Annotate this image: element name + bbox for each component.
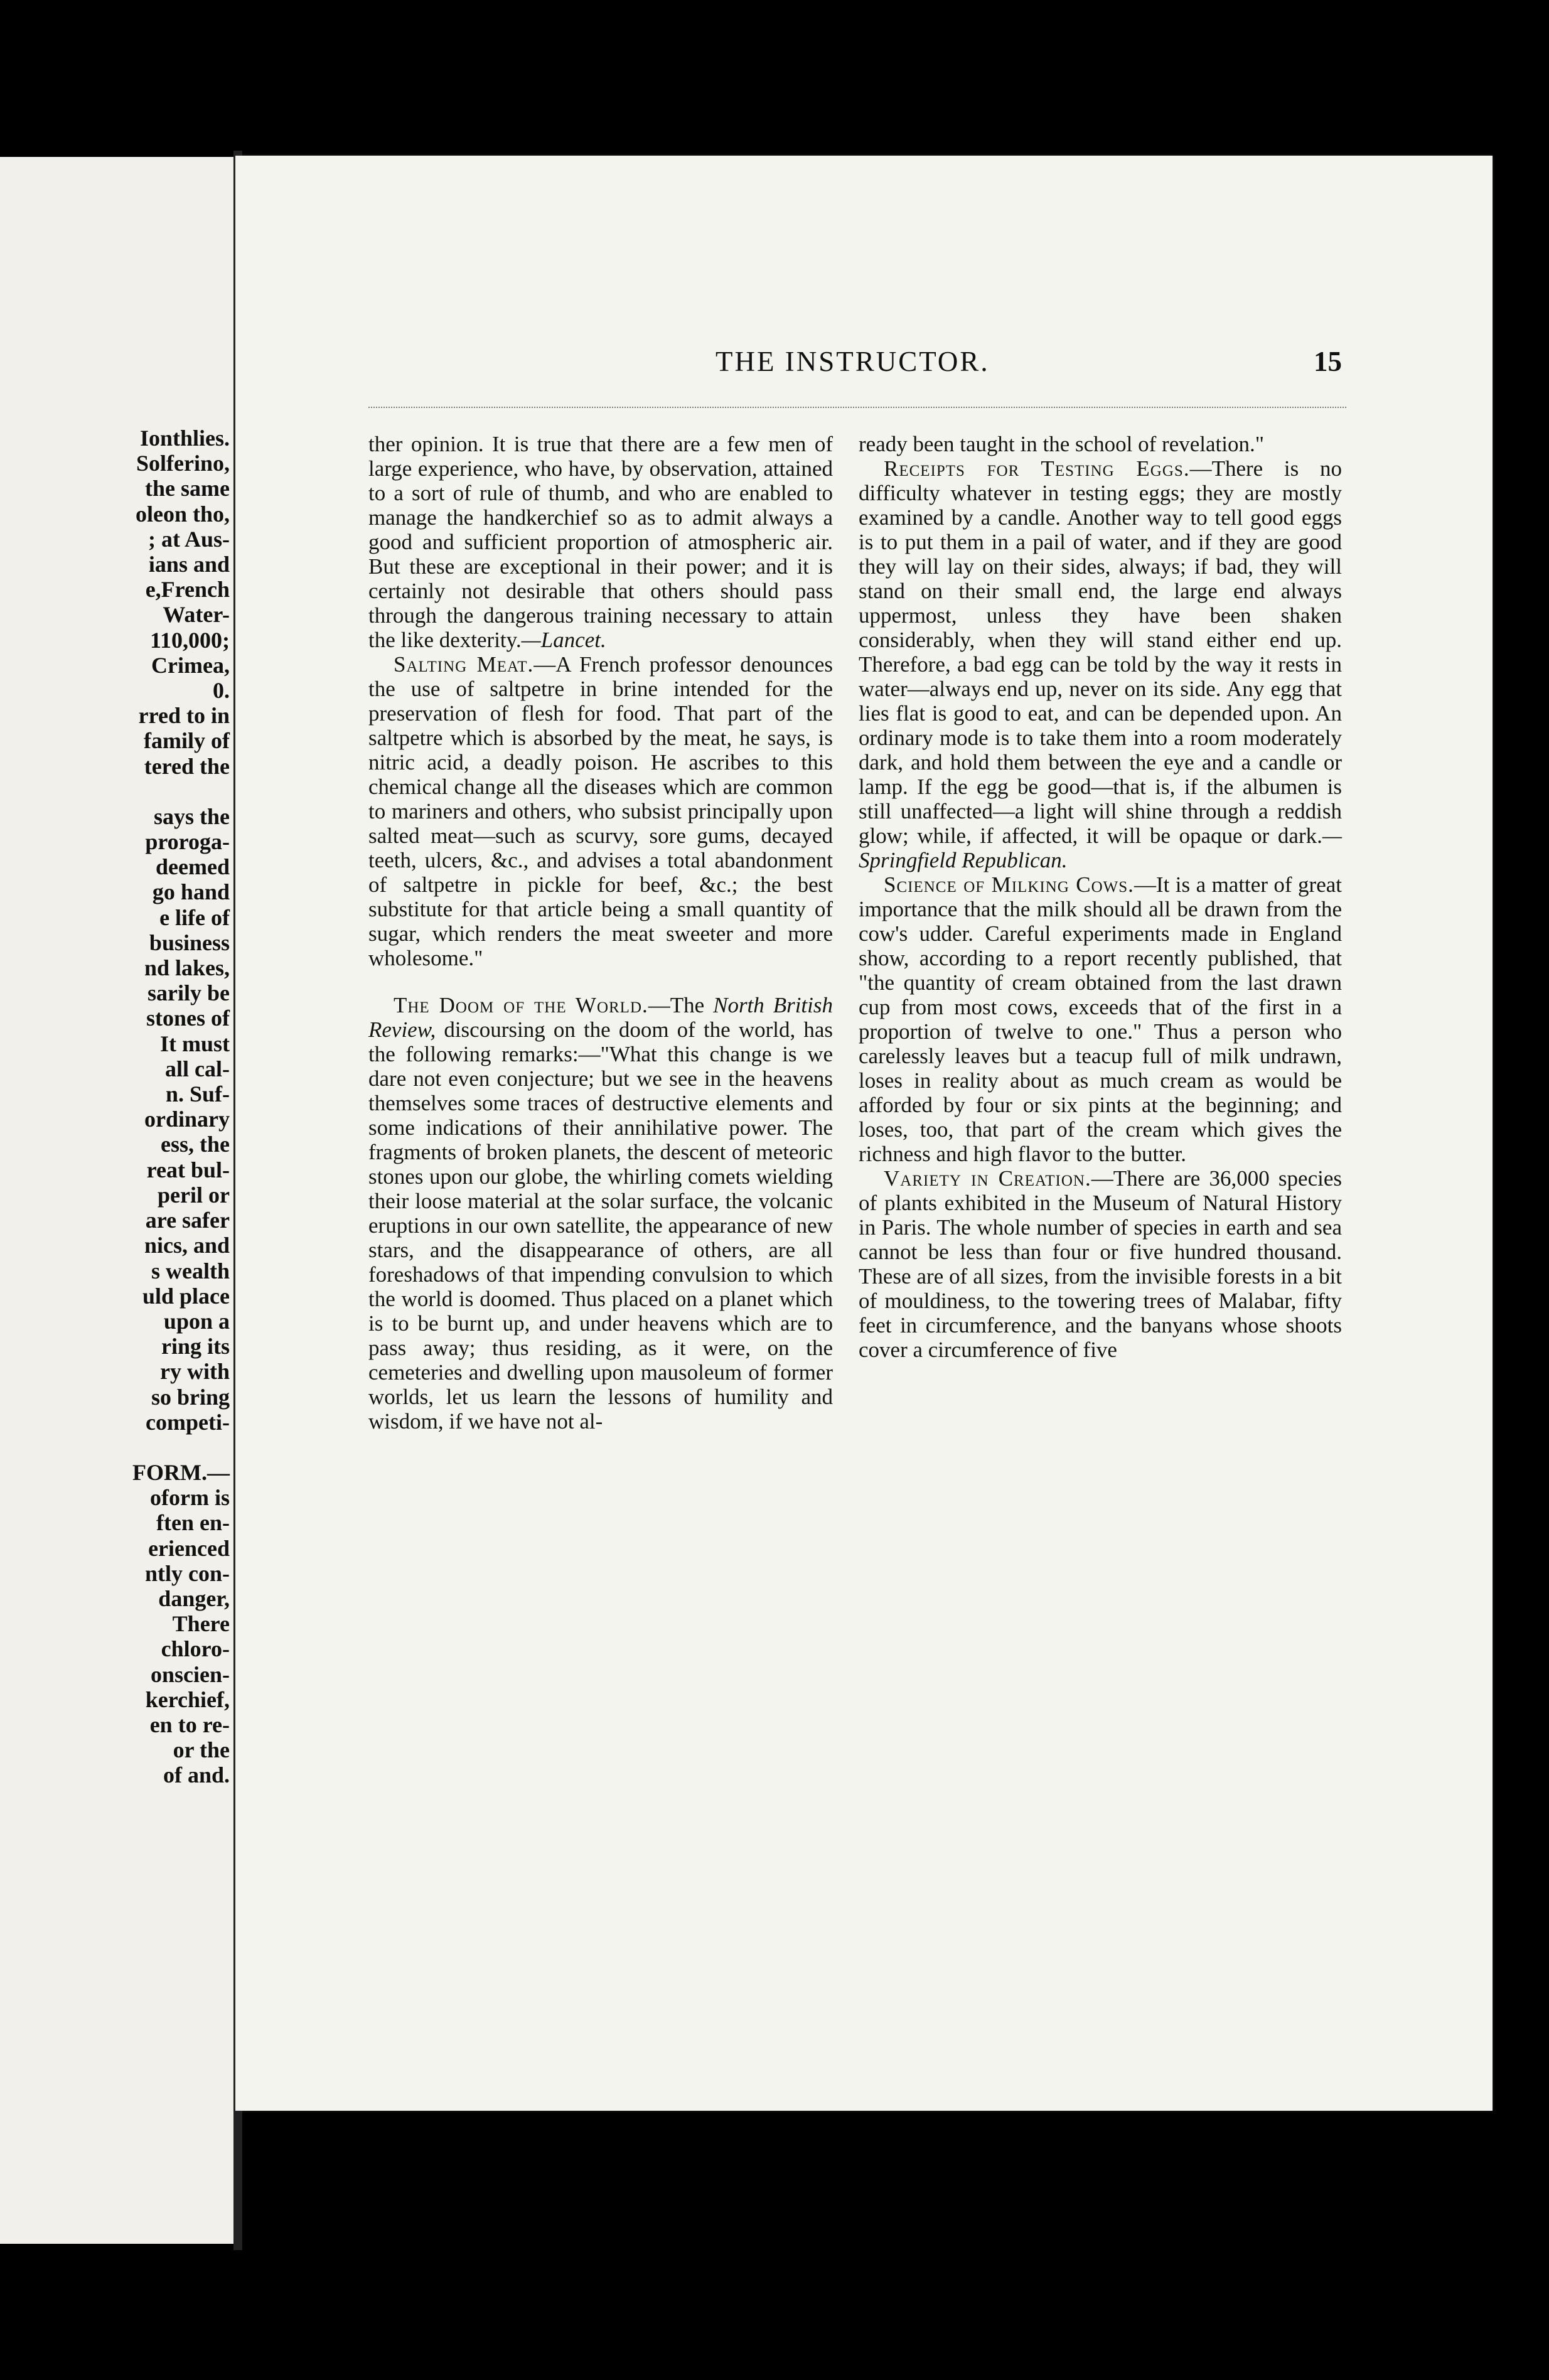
doom-continued: ready been taught in the school of revelation." [859,432,1265,456]
salting-meat-body: —A French professor denounces the use of saltpetre in brine intended for the preservation of flesh for food. That part of the saltpetre which is absorbed by the meat, he says, is nitric acid, a deadly poison. He ascribes to this chemical change all the diseases which are common to mariners and others, who subsist principally upon salted meat—such as scurvy, sore gums, decayed teeth, ulcers, &c., and advises a total abandonment of saltpetre in pickle for beef, &c.; the best substitute for that article being a small quantity of sugar, which renders the meat sweeter and more wholesome." [368,652,833,970]
paragraph-gap [0,1435,230,1460]
eggs-body: —There is no difficulty whatever in testing eggs; they are mostly examined by a candle. Another way to tell good eggs is to put them in a pail of water, and if they are good they will lay on their sides, always; if bad, they will stand on their small end, the large end always uppermost, unless they have been shaken considerably, when they will stand either end up. Therefore, a bad egg can be told by the way it rests in water—always end up, never on its side. Any egg that lies flat is good to eat, and can be depended upon. An ordinary mode is to take them into a room moderately dark, and hold them between the eye and a candle or lamp. If the egg be good—that is, if the albumen is still unaffected—a light will shine through a reddish glow; while, if affected, it will be opaque or dark. [859,456,1342,848]
left-page-line: or the [173,1737,230,1763]
left-page-line: ordinary [144,1107,230,1132]
left-page-line: FORM.— [132,1459,230,1485]
salting-meat-heading: Salting Meat. [394,652,534,677]
variety-article [859,1166,1342,1362]
left-page-line: kerchief, [145,1686,230,1712]
left-page-line: go hand [152,879,230,905]
left-page-line: 110,000; [149,627,230,653]
left-page-line: danger, [158,1585,230,1611]
left-page-line: uld place [142,1283,230,1309]
left-page-line: e,French [145,577,230,603]
left-page-line: It must [159,1031,230,1056]
right-page [235,156,1493,2111]
left-page-line: ess, the [161,1132,230,1157]
left-page-line: en to re- [149,1712,230,1737]
left-page-line: all cal- [165,1056,230,1081]
doom-dash: —The [648,993,714,1017]
left-page-line: Solferino, [136,451,230,476]
page-number: 15 [1314,346,1342,377]
left-page-line: the same [145,476,230,501]
running-head: THE INSTRUCTOR. [716,346,990,377]
left-column [368,432,833,1434]
left-page-line: competi- [146,1409,230,1435]
opinion-article [368,432,833,652]
left-page-line: business [149,930,230,955]
salting-meat-article [368,652,833,970]
left-page-line: ; at Aus- [147,526,230,552]
left-page-line: chloro- [161,1636,230,1662]
left-page-line: nics, and [144,1233,230,1258]
left-page-line: proroga- [145,829,230,855]
left-page-line: ians and [148,552,230,577]
doom-heading: The Doom of the World. [394,993,648,1017]
doom-review-title: North British Review, [368,993,833,1042]
left-page-line: e life of [159,904,230,930]
eggs-article [859,456,1342,872]
left-page-line: stones of [146,1005,230,1031]
variety-heading: Variety in Creation. [884,1166,1091,1191]
left-page-line: tered the [144,753,230,779]
doom-article [368,993,833,1434]
opinion-body: ther opinion. It is true that there are a few men of large experience, who have, by observation, attained to a sort of rule of thumb, and who are enabled to manage the handkerchief so as to admit always a good and sufficient proportion of atmospheric air. But these are exceptional in their power; and it is certainly not desirable that others should pass through the dangerous training necessary to attain the like dexterity. [368,432,833,652]
paragraph-gap [0,779,230,804]
left-page-line: oleon tho, [135,501,230,527]
left-page-line: of and. [163,1762,230,1788]
left-page-line: sarily be [147,980,230,1006]
left-page-line: onscien- [151,1661,230,1687]
left-page-line: ntly con- [145,1560,230,1586]
left-page-line: says the [153,803,230,829]
left-facing-page [0,157,240,2244]
left-page-line: rred to in [138,703,230,729]
left-page-text-fragments [0,426,230,1788]
left-page-line: deemed [156,854,230,880]
left-page-line: Ionthlies. [139,426,230,451]
left-page-line: reat bul- [146,1157,230,1182]
left-page-line: Water- [163,602,230,628]
left-page-line: ften en- [156,1510,230,1536]
left-page-line: ring its [161,1334,230,1359]
left-page-line: so bring [151,1384,230,1410]
left-page-line: nd lakes, [144,955,230,981]
milking-article [859,872,1342,1166]
right-column [859,432,1342,1362]
left-page-line: n. Suf- [165,1081,230,1107]
left-page-line: ry with [160,1359,230,1385]
left-page-line: oform is [150,1485,230,1511]
left-page-line: s wealth [151,1258,230,1284]
opinion-source: —Lancet. [521,628,606,652]
header-rule [368,407,1346,408]
eggs-source: —Springfield Republican. [859,823,1342,872]
left-page-line: upon a [163,1308,230,1334]
milking-body: —It is a matter of great importance that the milk should all be drawn from the cow's udder. Careful experiments made in England show, according to a report recently published, that "the quantity of cream obtained from the last drawn cup from most cows, exceeds that of the first in a proportion of twelve to one." Thus a person who carelessly leaves but a teacup full of milk undrawn, loses in reality about as much cream as would be afforded by four or six pints at the beginning; and loses, too, that part of the cream which gives the richness and high flavor to the butter. [859,872,1342,1166]
left-page-line: family of [144,728,230,754]
left-page-line: 0. [213,678,230,704]
page-header [235,345,1493,383]
variety-body: —There are 36,000 species of plants exhibited in the Museum of Natural History in Paris. The whole number of species in earth and sea cannot be less than four or five hundred thousand. These are of all sizes, from the invisible forests in a bit of mouldiness, to the towering trees of Malabar, fifty feet in circumference, and the banyans whose shoots cover a circumference of five [859,1166,1342,1362]
eggs-heading: Receipts for Testing Eggs. [884,456,1190,481]
doom-body: discoursing on the doom of the world, has the following remarks:—"What this change is we dare not even conjecture; but we see in the heavens themselves some traces of destructive elements and some indications of their annihilative power. The fragments of broken planets, the descent of meteoric stones upon our globe, the whirling comets wielding their loose material at the solar surface, the volcanic eruptions in our own satellite, the appearance of new stars, and the disappearance of others, are all foreshadows of that impending convulsion to which the world is doomed. Thus placed on a planet which is to be burnt up, and under heavens which are to pass away; thus residing, as it were, on the cemeteries and dwelling upon mausoleum of former worlds, let us learn the lessons of humility and wisdom, if we have not al- [368,1017,833,1434]
left-page-line: Crimea, [151,652,230,678]
left-page-line: There [172,1611,230,1637]
left-page-line: erienced [148,1535,230,1561]
left-page-line: peril or [158,1182,230,1208]
left-page-line: are safer [145,1208,230,1233]
milking-heading: Science of Milking Cows. [884,872,1134,897]
